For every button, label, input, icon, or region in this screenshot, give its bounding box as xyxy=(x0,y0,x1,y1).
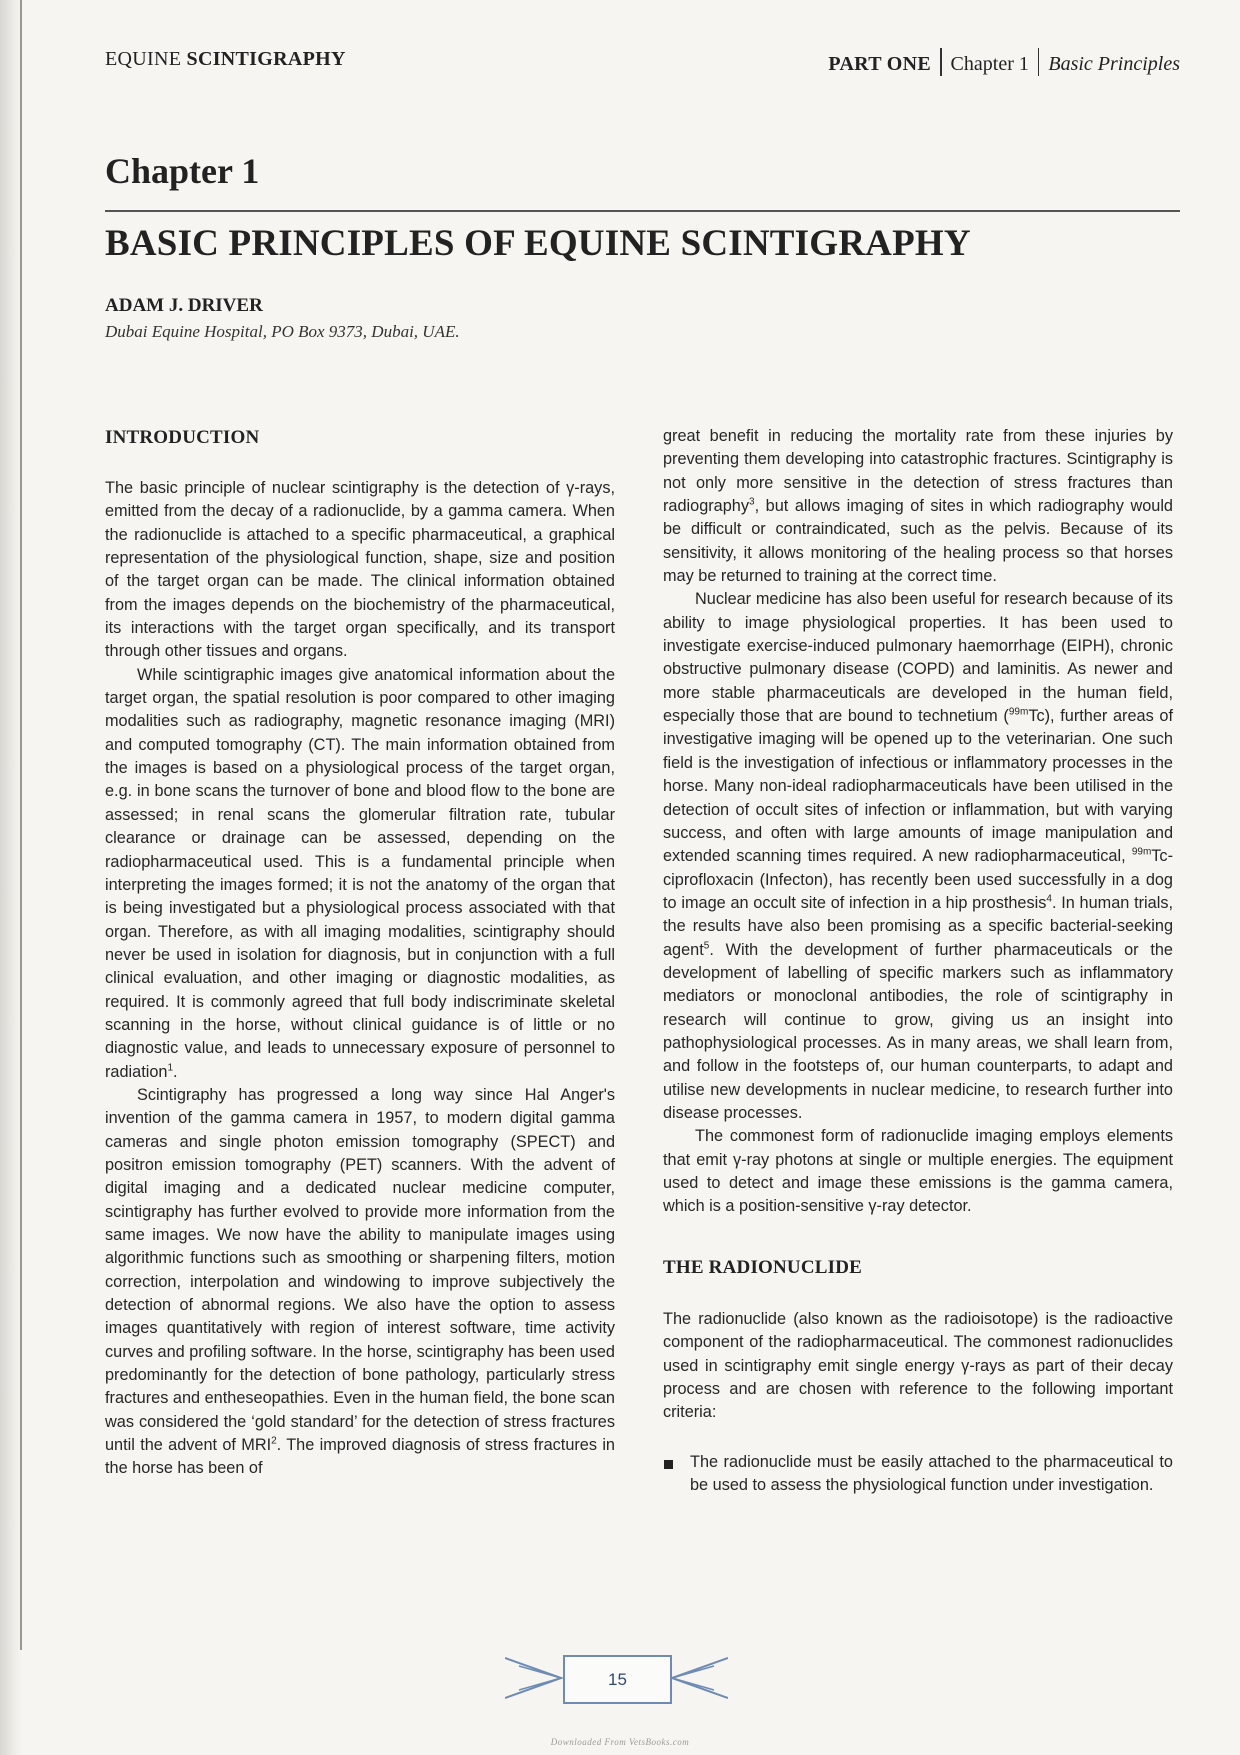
reference-marker: 2 xyxy=(271,1435,277,1447)
author-name: ADAM J. DRIVER xyxy=(105,295,263,316)
intro-paragraph-3: Scintigraphy has progressed a long way since Hal Anger's invention of the gamma camera in 1957, to modern digital gamma cameras and single photon emission tomography (SPECT) and positron emission tomography (PET) scanners. With the advent of digital imaging and a dedicated nuclear medicine computer, scintigraphy has further evolved to provide more information from the same images. We now have the ability to manipulate images using algorithmic functions such as smoothing or sharpening filters, motion correction, interpolation and windowing to improve subjectively the detection of abnormal regions. We also have the option to assess images quantitatively with region of interest software, time activity curves and profiling software. In the horse, scintigraphy has been used predominantly for the detection of bone pathology, particularly stress fractures and entheseopathies. Even in the human field, the bone scan was considered the ‘gold standard’ for the detection of stress fractures until the advent of MRI$^2$. The improved diagnosis of stress fractures in the horse has been of xyxy=(105,1085,615,1478)
reference-marker: 3 xyxy=(749,496,755,508)
isotope-superscript: 99m xyxy=(1008,706,1029,718)
running-header-chapter-info xyxy=(828,48,1180,76)
intro-paragraph-1: The basic principle of nuclear scintigraphy is the detection of γ-rays, emitted from the decay of a radionuclide, by a gamma camera. When the radionuclide is attached to a specific pharmaceutical, a graphical representation of the physiological function, shape, size and position of the target organ can be made. The clinical information obtained from the images depends on the biochemistry of the pharmaceutical, its interactions with the target organ specifically, and its transport through other tissues and organs. xyxy=(105,479,615,661)
author-affiliation: Dubai Equine Hospital, PO Box 9373, Dubai, UAE. xyxy=(105,322,460,341)
bullet-square-icon xyxy=(664,1460,673,1469)
reference-marker: 1 xyxy=(167,1062,174,1074)
right-column xyxy=(663,425,1173,1497)
reference-marker: 4 xyxy=(1046,893,1052,905)
running-header-book-title: EQUINE SCINTIGRAPHY xyxy=(105,48,346,70)
page-number-right-ornament-icon xyxy=(670,1648,728,1708)
left-column xyxy=(105,477,615,1481)
intro-paragraph-2: While scintigraphic images give anatomical information about the target organ, the spatial resolution is poor compared to other imaging modalities such as radiography, magnetic resonance imaging (MRI) and computed tomography (CT). The main information obtained from the images is based on a physiological process of the target organ, e.g. in bone scans the turnover of bone and blood flow to the bone are assessed; in renal scans the glomerular filtration rate, tubular clearance or drainage can be assessed, depending on the radiopharmaceutical used. This is a fundamental principle when interpreting the images formed; it is not the anatomy of the organ that is being investigated but a physiological process associated with that organ. Therefore, as with all imaging modalities, scintigraphy should never be used in isolation for diagnosis, but in conjunction with a full clinical evaluation, and other imaging or diagnostic modalities, as required. It is commonly agreed that full body indiscriminate skeletal scanning in the horse, without clinical guidance is of little or no diagnostic value, and leads to unnecessary exposure of personnel to radiation$^1$. xyxy=(105,665,615,1081)
introduction-heading: INTRODUCTION xyxy=(105,427,260,448)
page-number: 15 xyxy=(563,1655,672,1704)
criteria-text: The radionuclide must be easily attached to the pharmaceutical to be used to assess the physiological function under investigation. xyxy=(690,1452,1173,1495)
intro-paragraph-5: Nuclear medicine has also been useful for research because of its ability to image physiological properties. It has been used to investigate exercise-induced pulmonary haemorrhage (EIPH), chronic obstructive pulmonary disease (COPD) and laminitis. As newer and more stable pharmaceuticals are developed in the human field, especially those that are bound to technetium ($^{99m}$Tc), further areas of investigative imaging will be opened up to the veterinarian. One such field is the investigation of infectious or inflammatory processes in the horse. Many non-ideal radiopharmaceuticals have been utilised in the detection of occult sites of infection or inflammation, but with varying success, and often with large amounts of image manipulation and extended scanning times required. A new radiopharmaceutical, $^{99m}$Tc-ciprofloxacin (Infecton), has recently been used successfully in a dog to image an occult site of infection in a hip prosthesis$^4$. In human trials, the results have also been promising as a specific bacterial-seeking agent$^5$. With the development of further pharmaceuticals or the development of labelling of specific markers such as inflammatory mediators or monoclonal antibodies, the role of scintigraphy in research will continue to grow, giving us an insight into pathophysiological processes. As in many areas, we shall learn from, and follow in the footsteps of, our human counterparts, to adapt and utilise new developments in nuclear medicine, to research further into disease processes. xyxy=(663,590,1174,1122)
intro-paragraph-6: The commonest form of radionuclide imaging employs elements that emit γ-ray photons at single or multiple energies. The equipment used to detect and image these emissions is the gamma camera, which is a position-sensitive γ-ray detector. xyxy=(663,1127,1173,1216)
reference-marker: 5 xyxy=(703,940,710,952)
header-separator xyxy=(940,48,942,76)
chapter-rule xyxy=(105,210,1180,212)
header-chapter: Chapter 1 xyxy=(950,53,1029,75)
download-footer: Downloaded From VetsBooks.com xyxy=(550,1737,690,1747)
page-binding-shadow xyxy=(0,0,22,1755)
isotope-superscript: 99m xyxy=(1131,846,1152,858)
chapter-label: Chapter 1 xyxy=(105,151,260,191)
intro-paragraph-4: great benefit in reducing the mortality rate from these injuries by preventing them developing into catastrophic fractures. Scintigraphy is not only more sensitive in the detection of stress fractures than radiography$^3$, but allows imaging of sites in which radiography would be difficult or contraindicated, such as the pelvis. Because of its sensitivity, it allows monitoring of the healing process so that horses may be returned to training at the correct time. xyxy=(663,427,1173,586)
header-part: PART ONE xyxy=(828,53,932,75)
page-binding-line xyxy=(20,0,22,1650)
chapter-title: BASIC PRINCIPLES OF EQUINE SCINTIGRAPHY xyxy=(105,223,971,264)
header-separator xyxy=(1038,48,1040,76)
criteria-list-item xyxy=(663,1451,1173,1498)
page-number-left-ornament-icon xyxy=(505,1648,563,1708)
radionuclide-heading: THE RADIONUCLIDE xyxy=(663,1256,863,1278)
radionuclide-paragraph-1: The radionuclide (also known as the radioisotope) is the radioactive component of the radiopharmaceutical. The commonest radionuclides used in scintigraphy emit single energy γ-rays as part of their decay process and are chosen with reference to the following important criteria: xyxy=(663,1310,1173,1422)
header-section: Basic Principles xyxy=(1048,53,1180,75)
